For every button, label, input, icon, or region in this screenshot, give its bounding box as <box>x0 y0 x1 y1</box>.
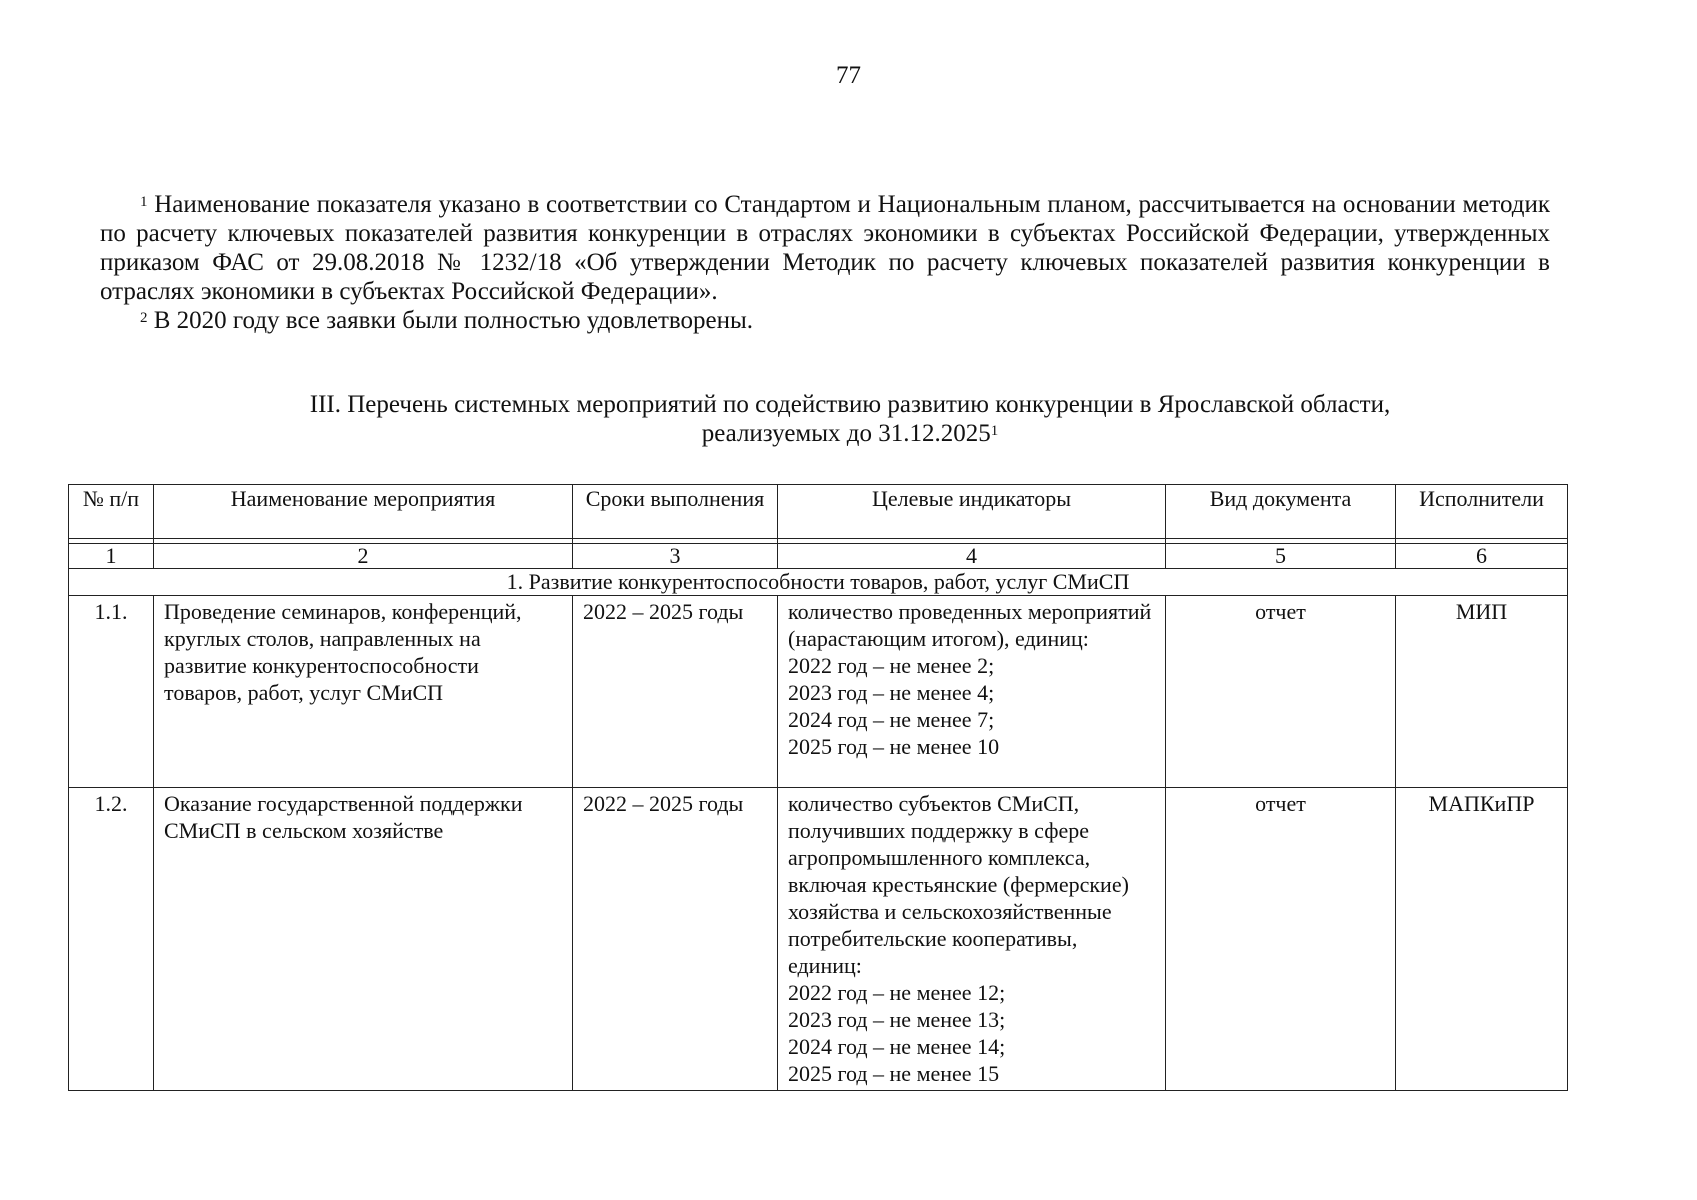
footnote-mark: 1 <box>140 194 148 210</box>
title-footnote-mark: 1 <box>990 423 999 439</box>
table-row <box>69 788 1568 1091</box>
header-cell-number: № п/п <box>69 485 154 539</box>
indicator-value: 2023 год – не менее 13; <box>788 1007 1006 1032</box>
footnote-2 <box>100 306 1550 335</box>
row-number: 1.1. <box>69 596 154 788</box>
header-cell-period: Сроки выполнения <box>573 485 778 539</box>
section-title-line-2: реализуемых до 31.12.2025$^1$ <box>701 420 999 447</box>
indicator-value: 2024 год – не менее 7; <box>788 707 995 732</box>
indicator-value: 2022 год – не менее 12; <box>788 980 1006 1005</box>
indicator-value: 2024 год – не менее 14; <box>788 1034 1006 1059</box>
indicator-value: 2023 год – не менее 4; <box>788 680 995 705</box>
measures-table <box>68 484 1568 1091</box>
footnotes <box>100 190 1550 335</box>
indicator-value: 2025 год – не менее 15 <box>788 1061 1000 1086</box>
column-number: 1 <box>69 544 154 569</box>
measure-period: 2022 – 2025 годы <box>573 788 778 1091</box>
footnote-text: В 2020 году все заявки были полностью удовлетворены. <box>147 307 754 334</box>
column-number: 4 <box>778 544 1166 569</box>
footnote-text: Наименование показателя указано в соответствии со Стандартом и Национальным планом, рассчитывается на основании методик по расчету ключевых показателей развития конкуренции в отраслях экономики в субъектах Российской Федерации, утвержденных приказом ФАС от 29.08.2018 № 1232/18 «Об утверждении Методик по расчету ключевых показателей развития конкуренции в отраслях экономики в субъектах Российской Федерации». <box>100 191 1550 305</box>
indicator-value: 2025 год – не менее 10 <box>788 734 1000 759</box>
column-number: 6 <box>1396 544 1568 569</box>
section-title-line-1: III. Перечень системных мероприятий по содействию развитию конкуренции в Ярославской области, <box>309 391 1391 418</box>
page-number: 77 <box>836 62 861 89</box>
measure-name: Проведение семинаров, конференций, круглых столов, направленных на развитие конкурентоспособности товаров, работ, услуг СМиСП <box>154 596 573 788</box>
row-number: 1.2. <box>69 788 154 1091</box>
column-number: 3 <box>573 544 778 569</box>
document-type: отчет <box>1166 788 1396 1091</box>
measure-period: 2022 – 2025 годы <box>573 596 778 788</box>
column-number-row <box>69 544 1568 569</box>
header-cell-indicators: Целевые индикаторы <box>778 485 1166 539</box>
section-title <box>100 390 1600 448</box>
executor: МИП <box>1396 596 1568 788</box>
executor: МАПКиПР <box>1396 788 1568 1091</box>
indicator-description: количество проведенных мероприятий (нарастающим итогом), единиц: <box>788 599 1152 651</box>
target-indicators <box>778 788 1166 1091</box>
header-cell-doc-type: Вид документа <box>1166 485 1396 539</box>
header-cell-executor: Исполнители <box>1396 485 1568 539</box>
indicator-value: 2022 год – не менее 2; <box>788 653 995 678</box>
document-type: отчет <box>1166 596 1396 788</box>
measure-name: Оказание государственной поддержки СМиСП в сельском хозяйстве <box>154 788 573 1091</box>
footnote-1 <box>100 190 1550 306</box>
column-number: 2 <box>154 544 573 569</box>
section-heading: 1. Развитие конкурентоспособности товаров, работ, услуг СМиСП <box>69 569 1568 596</box>
table-row <box>69 596 1568 788</box>
header-cell-name: Наименование мероприятия <box>154 485 573 539</box>
table-header-row <box>69 485 1568 539</box>
target-indicators <box>778 596 1166 788</box>
indicator-description: количество субъектов СМиСП, получивших поддержку в сфере агропромышленного комплекса, включая крестьянские (фермерские) хозяйства и сельскохозяйственные потребительские кооперативы, единиц: <box>788 791 1129 978</box>
footnote-mark: 2 <box>140 310 148 326</box>
column-number: 5 <box>1166 544 1396 569</box>
section-row <box>69 569 1568 596</box>
